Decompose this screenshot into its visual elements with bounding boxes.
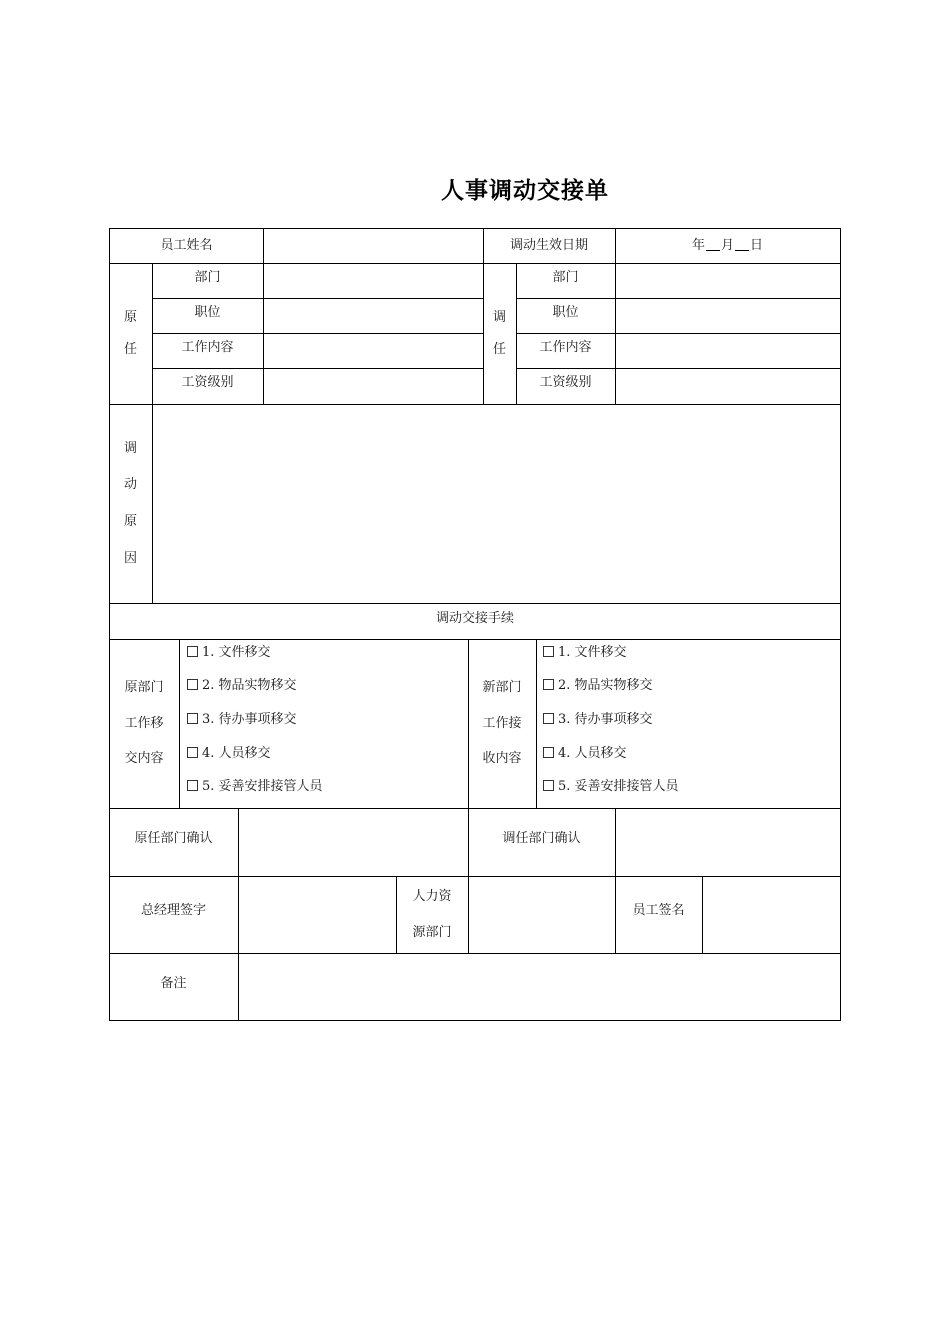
original-dept-field[interactable] bbox=[264, 264, 483, 298]
transfer-duties-field[interactable] bbox=[616, 334, 840, 368]
transfer-reason-label: 调 动 原 因 bbox=[123, 440, 137, 566]
list-item[interactable]: 4. 人员移交 bbox=[543, 745, 627, 763]
list-item[interactable]: 4. 人员移交 bbox=[187, 745, 271, 763]
original-duties-label: 工作内容 bbox=[181, 340, 234, 356]
checkbox-icon[interactable] bbox=[543, 780, 554, 791]
list-item[interactable]: 3. 待办事项移交 bbox=[543, 711, 653, 729]
new-dept-confirm-field[interactable] bbox=[616, 809, 840, 876]
checkbox-icon[interactable] bbox=[187, 679, 198, 690]
employee-signature-label: 员工签名 bbox=[632, 903, 685, 919]
list-item[interactable]: 1. 文件移交 bbox=[543, 644, 627, 662]
list-item[interactable]: 5. 妥善安排接管人员 bbox=[187, 778, 323, 796]
transfer-salary-label: 工资级别 bbox=[539, 375, 592, 391]
hr-department-label: 人力资 源部门 bbox=[412, 888, 452, 940]
date-month: 月 bbox=[720, 237, 734, 253]
remarks-label: 备注 bbox=[160, 976, 187, 992]
day-blank bbox=[735, 240, 749, 251]
transfer-salary-field[interactable] bbox=[616, 369, 840, 404]
transfer-dept-label: 部门 bbox=[552, 270, 579, 286]
checkbox-icon[interactable] bbox=[543, 646, 554, 657]
page-title: 人事调动交接单 bbox=[441, 178, 609, 204]
list-item[interactable]: 2. 物品实物移交 bbox=[543, 677, 653, 695]
employee-signature-field[interactable] bbox=[703, 877, 840, 953]
employee-name-field[interactable] bbox=[264, 228, 483, 263]
date-day: 日 bbox=[750, 237, 764, 253]
checkbox-icon[interactable] bbox=[543, 713, 554, 724]
checkbox-icon[interactable] bbox=[543, 747, 554, 758]
employee-name-label: 员工姓名 bbox=[160, 237, 213, 253]
old-dept-confirm-field[interactable] bbox=[239, 809, 468, 876]
month-blank bbox=[706, 240, 720, 251]
old-dept-confirm-label: 原任部门确认 bbox=[134, 830, 213, 846]
checkbox-icon[interactable] bbox=[543, 679, 554, 690]
procedure-heading: 调动交接手续 bbox=[435, 611, 514, 627]
transfer-duties-label: 工作内容 bbox=[539, 340, 592, 356]
effective-date-field[interactable] bbox=[615, 228, 840, 263]
effective-date-label: 调动生效日期 bbox=[509, 237, 588, 253]
checkbox-icon[interactable] bbox=[187, 646, 198, 657]
transfer-dept-field[interactable] bbox=[616, 264, 840, 298]
list-item[interactable]: 2. 物品实物移交 bbox=[187, 677, 297, 695]
transfer-title-field[interactable] bbox=[616, 299, 840, 333]
original-dept-label: 部门 bbox=[194, 270, 221, 286]
transfer-title-label: 职位 bbox=[552, 305, 579, 321]
checkbox-icon[interactable] bbox=[187, 747, 198, 758]
checkbox-icon[interactable] bbox=[187, 780, 198, 791]
original-duties-field[interactable] bbox=[264, 334, 483, 368]
original-salary-label: 工资级别 bbox=[181, 375, 234, 391]
gm-signature-field[interactable] bbox=[239, 877, 396, 953]
original-position-label: 原 任 bbox=[123, 309, 137, 357]
list-item[interactable]: 3. 待办事项移交 bbox=[187, 711, 297, 729]
new-dept-confirm-label: 调任部门确认 bbox=[502, 830, 581, 846]
gm-signature-label: 总经理签字 bbox=[140, 903, 206, 919]
new-dept-handover-label: 新部门 工作接 收内容 bbox=[482, 680, 522, 767]
transfer-reason-field[interactable] bbox=[153, 405, 840, 603]
list-item[interactable]: 1. 文件移交 bbox=[187, 644, 271, 662]
date-year: 年 bbox=[691, 237, 705, 253]
old-dept-handover-label: 原部门 工作移 交内容 bbox=[124, 680, 164, 767]
list-item[interactable]: 5. 妥善安排接管人员 bbox=[543, 778, 679, 796]
original-title-field[interactable] bbox=[264, 299, 483, 333]
remarks-field[interactable] bbox=[239, 954, 840, 1020]
checkbox-icon[interactable] bbox=[187, 713, 198, 724]
transfer-position-label: 调 任 bbox=[492, 309, 506, 357]
hr-signature-field[interactable] bbox=[469, 877, 615, 953]
original-title-label: 职位 bbox=[194, 305, 221, 321]
original-salary-field[interactable] bbox=[264, 369, 483, 404]
